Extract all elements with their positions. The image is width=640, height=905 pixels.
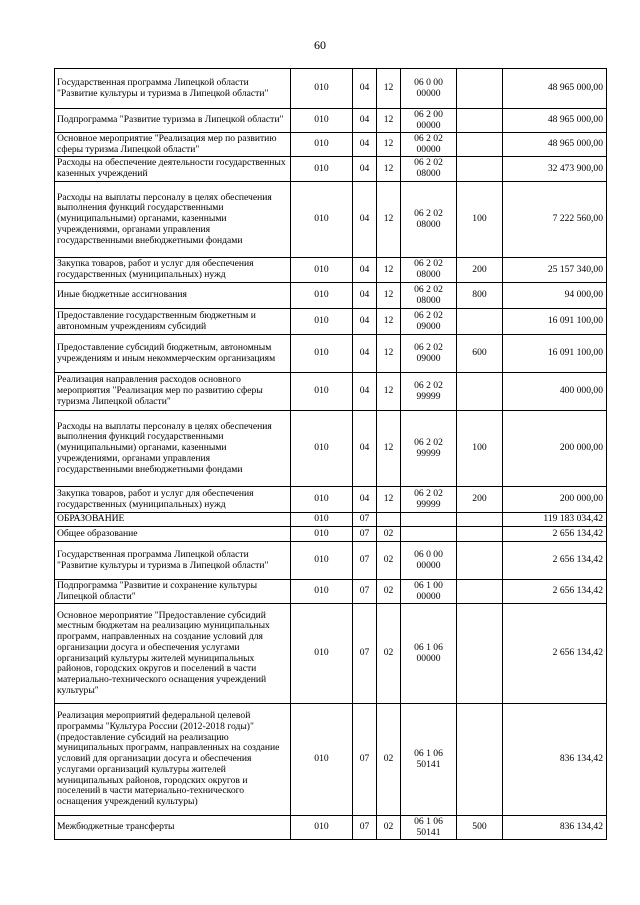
cell-csr: 06 0 00 00000 [401,542,457,580]
cell-pr: 12 [377,109,401,133]
cell-rz: 07 [353,704,377,816]
cell-gr: 010 [291,69,353,109]
table-row [55,157,607,182]
cell-name: Государственная программа Липецкой области "Развитие культуры и туризма в Липецкой области" [55,542,291,580]
cell-rz: 04 [353,182,377,258]
cell-sum: 25 157 340,00 [503,258,607,283]
cell-csr: 06 2 02 99999 [401,373,457,411]
cell-pr: 02 [377,816,401,840]
cell-csr: 06 2 02 08000 [401,182,457,258]
cell-csr: 06 1 00 00000 [401,580,457,604]
cell-gr: 010 [291,411,353,487]
cell-vr [457,133,503,157]
cell-rz: 04 [353,373,377,411]
cell-sum: 2 656 134,42 [503,580,607,604]
cell-csr: 06 2 02 99999 [401,411,457,487]
cell-sum: 119 183 034,42 [503,513,607,527]
cell-sum: 836 134,42 [503,816,607,840]
cell-gr: 010 [291,157,353,182]
cell-rz: 04 [353,133,377,157]
page-number: 60 [314,38,326,52]
cell-name: Предоставление субсидий бюджетным, автономным учреждениям и иным некоммерческим организациям [55,335,291,373]
cell-csr: 06 2 02 08000 [401,157,457,182]
cell-csr: 06 2 02 00000 [401,133,457,157]
cell-pr: 02 [377,580,401,604]
cell-vr [457,527,503,542]
cell-name: Расходы на обеспечение деятельности государственных казенных учреждений [55,157,291,182]
cell-vr [457,373,503,411]
cell-gr: 010 [291,704,353,816]
cell-sum: 2 656 134,42 [503,604,607,704]
cell-rz: 07 [353,580,377,604]
cell-vr [457,604,503,704]
table-row [55,704,607,816]
cell-vr [457,580,503,604]
table-row [55,527,607,542]
cell-rz: 07 [353,542,377,580]
cell-gr: 010 [291,487,353,513]
cell-rz: 07 [353,513,377,527]
cell-gr: 010 [291,133,353,157]
cell-rz: 04 [353,487,377,513]
cell-gr: 010 [291,373,353,411]
cell-vr [457,157,503,182]
cell-name: Подпрограмма "Развитие и сохранение культуры Липецкой области" [55,580,291,604]
cell-sum: 16 091 100,00 [503,309,607,335]
cell-gr: 010 [291,542,353,580]
cell-pr: 12 [377,411,401,487]
cell-sum: 836 134,42 [503,704,607,816]
cell-sum: 94 000,00 [503,283,607,309]
table-row [55,133,607,157]
cell-vr [457,704,503,816]
cell-rz: 04 [353,258,377,283]
cell-gr: 010 [291,604,353,704]
cell-pr: 02 [377,542,401,580]
table-row [55,283,607,309]
table-row [55,816,607,840]
cell-rz: 04 [353,411,377,487]
cell-sum: 200 000,00 [503,487,607,513]
table-row [55,69,607,109]
table-row [55,258,607,283]
cell-vr: 600 [457,335,503,373]
cell-name: Государственная программа Липецкой области "Развитие культуры и туризма в Липецкой области" [55,69,291,109]
cell-vr: 500 [457,816,503,840]
cell-csr: 06 2 02 99999 [401,487,457,513]
cell-rz: 07 [353,816,377,840]
cell-csr: 06 2 02 09000 [401,335,457,373]
cell-name: Расходы на выплаты персоналу в целях обеспечения выполнения функций государственными (муниципальными) органами, казенными учреждениями, органами управления государственными внебюджетными фондами [55,182,291,258]
table-row [55,513,607,527]
cell-pr: 12 [377,335,401,373]
cell-csr [401,513,457,527]
cell-sum: 400 000,00 [503,373,607,411]
cell-pr [377,513,401,527]
cell-vr: 100 [457,411,503,487]
cell-gr: 010 [291,816,353,840]
cell-name: Расходы на выплаты персоналу в целях обеспечения выполнения функций государственными (муниципальными) органами, казенными учреждениями, органами управления государственными внебюджетными фондами [55,411,291,487]
cell-name: Подпрограмма "Развитие туризма в Липецкой области" [55,109,291,133]
cell-rz: 04 [353,109,377,133]
table-row [55,411,607,487]
cell-name: Предоставление государственным бюджетным и автономным учреждениям субсидий [55,309,291,335]
cell-csr: 06 2 02 09000 [401,309,457,335]
cell-csr: 06 2 02 08000 [401,283,457,309]
cell-gr: 010 [291,513,353,527]
cell-pr: 12 [377,309,401,335]
cell-vr: 100 [457,182,503,258]
cell-name: Закупка товаров, работ и услуг для обеспечения государственных (муниципальных) нужд [55,258,291,283]
table-row [55,335,607,373]
cell-rz: 04 [353,69,377,109]
cell-pr: 12 [377,487,401,513]
cell-csr: 06 1 06 50141 [401,704,457,816]
table-row [55,373,607,411]
cell-sum: 48 965 000,00 [503,69,607,109]
cell-sum: 48 965 000,00 [503,109,607,133]
budget-table [54,68,607,840]
cell-vr [457,542,503,580]
cell-name: Закупка товаров, работ и услуг для обеспечения государственных (муниципальных) нужд [55,487,291,513]
cell-csr [401,527,457,542]
cell-sum: 2 656 134,42 [503,542,607,580]
cell-gr: 010 [291,258,353,283]
cell-pr: 12 [377,373,401,411]
cell-vr: 200 [457,487,503,513]
cell-sum: 48 965 000,00 [503,133,607,157]
cell-sum: 7 222 560,00 [503,182,607,258]
cell-rz: 04 [353,335,377,373]
cell-csr: 06 2 00 00000 [401,109,457,133]
cell-vr [457,69,503,109]
cell-vr [457,109,503,133]
cell-gr: 010 [291,283,353,309]
table-row [55,309,607,335]
cell-pr: 12 [377,283,401,309]
cell-csr: 06 1 06 50141 [401,816,457,840]
cell-gr: 010 [291,309,353,335]
cell-gr: 010 [291,527,353,542]
cell-sum: 200 000,00 [503,411,607,487]
cell-pr: 12 [377,157,401,182]
table-row [55,182,607,258]
cell-name: Основное мероприятие "Реализация мер по развитию сферы туризма Липецкой области" [55,133,291,157]
cell-rz: 07 [353,527,377,542]
table-row [55,604,607,704]
cell-rz: 04 [353,157,377,182]
cell-csr: 06 1 06 00000 [401,604,457,704]
cell-csr: 06 2 02 08000 [401,258,457,283]
cell-name: Основное мероприятие "Предоставление субсидий местным бюджетам на реализацию муниципальных программ, направленных на создание условий для организации досуга и обеспечения услугами организаций культуры жителей муниципальных районов, городских округов и поселений в части материально-технического оснащения учреждений культуры" [55,604,291,704]
cell-gr: 010 [291,335,353,373]
table-row [55,542,607,580]
cell-csr: 06 0 00 00000 [401,69,457,109]
cell-pr: 12 [377,69,401,109]
table-row [55,580,607,604]
cell-rz: 07 [353,604,377,704]
cell-gr: 010 [291,182,353,258]
cell-vr: 200 [457,258,503,283]
cell-sum: 2 656 134,42 [503,527,607,542]
cell-gr: 010 [291,109,353,133]
cell-sum: 16 091 100,00 [503,335,607,373]
cell-name: Иные бюджетные ассигнования [55,283,291,309]
cell-rz: 04 [353,309,377,335]
cell-gr: 010 [291,580,353,604]
cell-name: ОБРАЗОВАНИЕ [55,513,291,527]
cell-vr: 800 [457,283,503,309]
table-row [55,109,607,133]
cell-vr [457,513,503,527]
cell-name: Реализация направления расходов основного мероприятия "Реализация мер по развитию сферы туризма Липецкой области" [55,373,291,411]
table-row [55,487,607,513]
cell-name: Общее образование [55,527,291,542]
cell-name: Реализация мероприятий федеральной целевой программы "Культура России (2012-2018 годы)" (предоставление субсидий на реализацию муниципальных программ, направленных на создание условий для организации досуга и обеспечения услугами организаций культуры жителей муниципальных районов, городских округов и поселений в части материально-технического оснащения учреждений культуры) [55,704,291,816]
cell-name: Межбюджетные трансферты [55,816,291,840]
cell-pr: 02 [377,704,401,816]
cell-pr: 02 [377,604,401,704]
cell-pr: 12 [377,133,401,157]
cell-pr: 02 [377,527,401,542]
cell-vr [457,309,503,335]
cell-sum: 32 473 900,00 [503,157,607,182]
cell-pr: 12 [377,182,401,258]
cell-pr: 12 [377,258,401,283]
cell-rz: 04 [353,283,377,309]
